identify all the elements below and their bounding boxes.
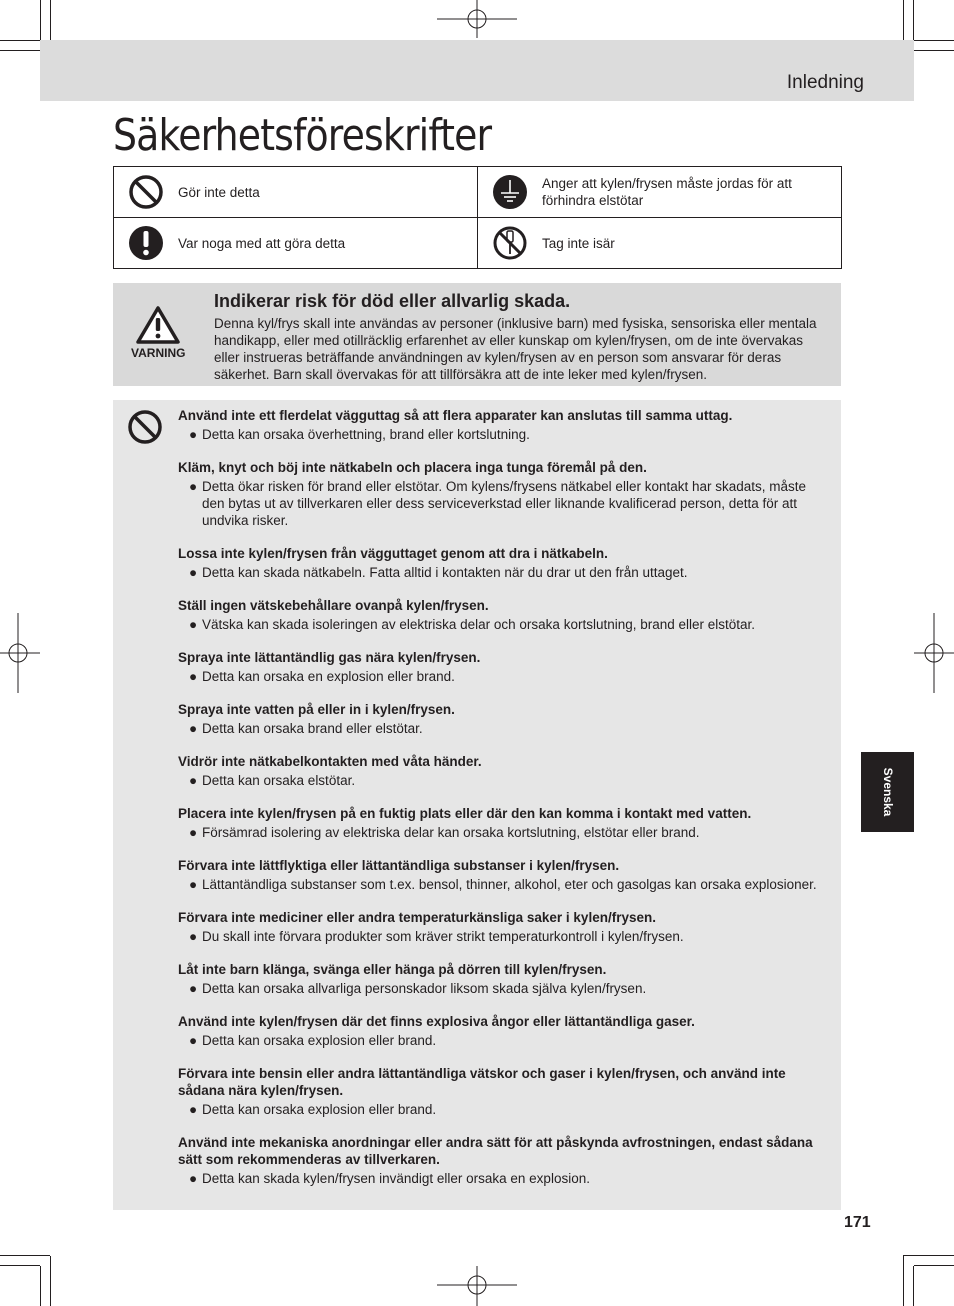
legend-text: Gör inte detta <box>178 184 260 200</box>
rule-detail-text: Detta kan skada nätkabeln. Fatta alltid i kontakten när du drar ut den från uttaget. <box>202 565 688 580</box>
rule-item <box>178 753 828 789</box>
prohibited-icon <box>127 409 163 445</box>
rule-title: Förvara inte bensin eller andra lättantändliga vätskor och gaser i kylen/frysen, och använd inte sådana nära kylen/frysen. <box>178 1066 786 1098</box>
prohibited-icon <box>128 174 164 210</box>
rule-title: Använd inte ett flerdelat vägguttag så att flera apparater kan anslutas till samma uttag. <box>178 408 733 423</box>
rule-item <box>178 1134 828 1187</box>
bullet-icon: ● <box>189 669 198 684</box>
rule-item <box>178 545 828 581</box>
bullet-icon: ● <box>189 565 198 580</box>
rule-detail <box>178 1032 828 1049</box>
legend-text: Var noga med att göra detta <box>178 235 346 251</box>
rule-item <box>178 805 828 841</box>
rule-item <box>178 1013 828 1049</box>
rule-detail <box>178 616 828 633</box>
no-disassembly-icon <box>492 225 528 261</box>
rules-list <box>178 407 828 1203</box>
rule-detail-text: Detta kan orsaka allvarliga personskador liksom skada själva kylen/frysen. <box>202 981 647 996</box>
rule-title: Spraya inte vatten på eller in i kylen/frysen. <box>178 702 455 717</box>
registration-mark-right <box>914 613 954 693</box>
rule-detail <box>178 564 828 581</box>
bullet-icon: ● <box>189 929 198 944</box>
rule-title: Förvara inte mediciner eller andra temperaturkänsliga saker i kylen/frysen. <box>178 910 656 925</box>
rule-title: Låt inte barn klänga, svänga eller hänga på dörren till kylen/frysen. <box>178 962 607 977</box>
rule-detail-text: Lättantändliga substanser som t.ex. bensol, thinner, alkohol, eter och gasolgas kan orsaka explosioner. <box>202 877 817 892</box>
rule-detail <box>178 478 828 529</box>
warning-body: Denna kyl/frys skall inte användas av personer (inklusive barn) med fysiska, sensoriska eller mentala handikapp, eller med otillräcklig erfarenhet av eller kunskap om kylen/frysen, om de inte övervakas eller instrueras beträffande användningen av kylen/frysen av en person som ansvarar för deras säkerhet. Barn skall övervakas för att tillförsäkra att de inte leker med kylen/frysen. <box>214 316 817 382</box>
rule-detail-text: Detta kan orsaka explosion eller brand. <box>202 1102 437 1117</box>
symbol-legend-table <box>113 166 842 269</box>
legend-cell-no-disassembly <box>478 218 841 268</box>
bullet-icon: ● <box>189 1171 198 1186</box>
rule-item <box>178 857 828 893</box>
rule-title: Ställ ingen vätskebehållare ovanpå kylen/frysen. <box>178 598 489 613</box>
bullet-icon: ● <box>189 1102 198 1117</box>
rule-detail-text: Vätska kan skada isoleringen av elektriska delar och orsaka kortslutning, brand eller elstötar. <box>202 617 756 632</box>
rule-item <box>178 407 828 443</box>
rule-title: Lossa inte kylen/frysen från vägguttaget genom att dra i nätkabeln. <box>178 546 608 561</box>
registration-mark-left <box>0 613 40 693</box>
rule-item <box>178 701 828 737</box>
ground-icon <box>492 174 528 210</box>
language-tab <box>861 752 914 832</box>
rule-item <box>178 649 828 685</box>
rule-item <box>178 909 828 945</box>
rule-title: Spraya inte lättantändlig gas nära kylen/frysen. <box>178 650 481 665</box>
rule-item <box>178 459 828 529</box>
header-band <box>40 40 914 101</box>
rule-detail <box>178 928 828 945</box>
legend-cell-prohibited <box>114 167 477 217</box>
rule-detail-text: Detta kan orsaka brand eller elstötar. <box>202 721 423 736</box>
rule-detail-text: Detta kan orsaka överhettning, brand eller kortslutning. <box>202 427 530 442</box>
rule-detail <box>178 876 828 893</box>
rule-title: Förvara inte lättflyktiga eller lättantändliga substanser i kylen/frysen. <box>178 858 620 873</box>
bullet-icon: ● <box>189 981 198 996</box>
rule-detail-text: Du skall inte förvara produkter som kräver strikt temperaturkontroll i kylen/frysen. <box>202 929 684 944</box>
rule-detail-text: Detta kan skada kylen/frysen invändigt eller orsaka en explosion. <box>202 1171 590 1186</box>
rule-item <box>178 961 828 997</box>
rule-detail <box>178 1101 828 1118</box>
bullet-icon: ● <box>189 825 198 840</box>
rule-detail-text: Försämrad isolering av elektriska delar kan orsaka kortslutning, elstötar eller brand. <box>202 825 700 840</box>
warning-box <box>113 283 841 386</box>
mandatory-icon <box>128 225 164 261</box>
warning-label: VARNING <box>131 346 186 360</box>
legend-text: Tag inte isär <box>542 235 615 251</box>
bullet-icon: ● <box>189 721 198 736</box>
page-title: Säkerhetsföreskrifter <box>113 110 492 161</box>
language-tab-label: Svenska <box>880 767 895 817</box>
rule-detail <box>178 772 828 789</box>
rule-item <box>178 1065 828 1118</box>
rule-detail <box>178 824 828 841</box>
bullet-icon: ● <box>189 479 198 494</box>
rule-title: Vidrör inte nätkabelkontakten med våta händer. <box>178 754 482 769</box>
rule-detail-text: Detta kan orsaka explosion eller brand. <box>202 1033 437 1048</box>
warning-triangle-icon <box>135 305 181 345</box>
rule-detail-text: Detta kan orsaka en explosion eller brand. <box>202 669 455 684</box>
rule-detail <box>178 668 828 685</box>
rule-title: Kläm, knyt och böj inte nätkabeln och placera inga tunga föremål på den. <box>178 460 647 475</box>
registration-mark-top <box>437 0 517 40</box>
bullet-icon: ● <box>189 427 198 442</box>
rule-title: Använd inte kylen/frysen där det finns explosiva ångor eller lättantändliga gaser. <box>178 1014 695 1029</box>
rule-detail <box>178 426 828 443</box>
bullet-icon: ● <box>189 617 198 632</box>
rule-item <box>178 597 828 633</box>
rule-detail-text: Detta kan orsaka elstötar. <box>202 773 356 788</box>
bullet-icon: ● <box>189 773 198 788</box>
rule-detail <box>178 980 828 997</box>
warning-title: Indikerar risk för död eller allvarlig skada. <box>214 291 571 311</box>
rules-panel <box>113 400 841 1210</box>
page-number: 171 <box>844 1214 871 1231</box>
rule-title: Använd inte mekaniska anordningar eller andra sätt för att påskynda avfrostningen, endast sådana sätt som rekommenderas av tillverkaren. <box>178 1135 813 1167</box>
rule-title: Placera inte kylen/frysen på en fuktig plats eller där den kan komma i kontakt med vatten. <box>178 806 752 821</box>
registration-mark-bottom <box>437 1266 517 1306</box>
legend-cell-mandatory <box>114 218 477 268</box>
legend-cell-ground <box>478 167 841 217</box>
bullet-icon: ● <box>189 877 198 892</box>
legend-text: Anger att kylen/frysen måste jordas för att förhindra elstötar <box>542 176 792 208</box>
rule-detail <box>178 720 828 737</box>
bullet-icon: ● <box>189 1033 198 1048</box>
rule-detail-text: Detta ökar risken för brand eller elstötar. Om kylens/frysens nätkabel eller kontakt har skadats, måste den bytas ut av tillverkaren eller dess serviceverkstad eller liknande kvalificerad person, detta för att undvika risker. <box>202 479 807 528</box>
rule-detail <box>178 1170 828 1187</box>
section-label: Inledning <box>786 72 864 93</box>
